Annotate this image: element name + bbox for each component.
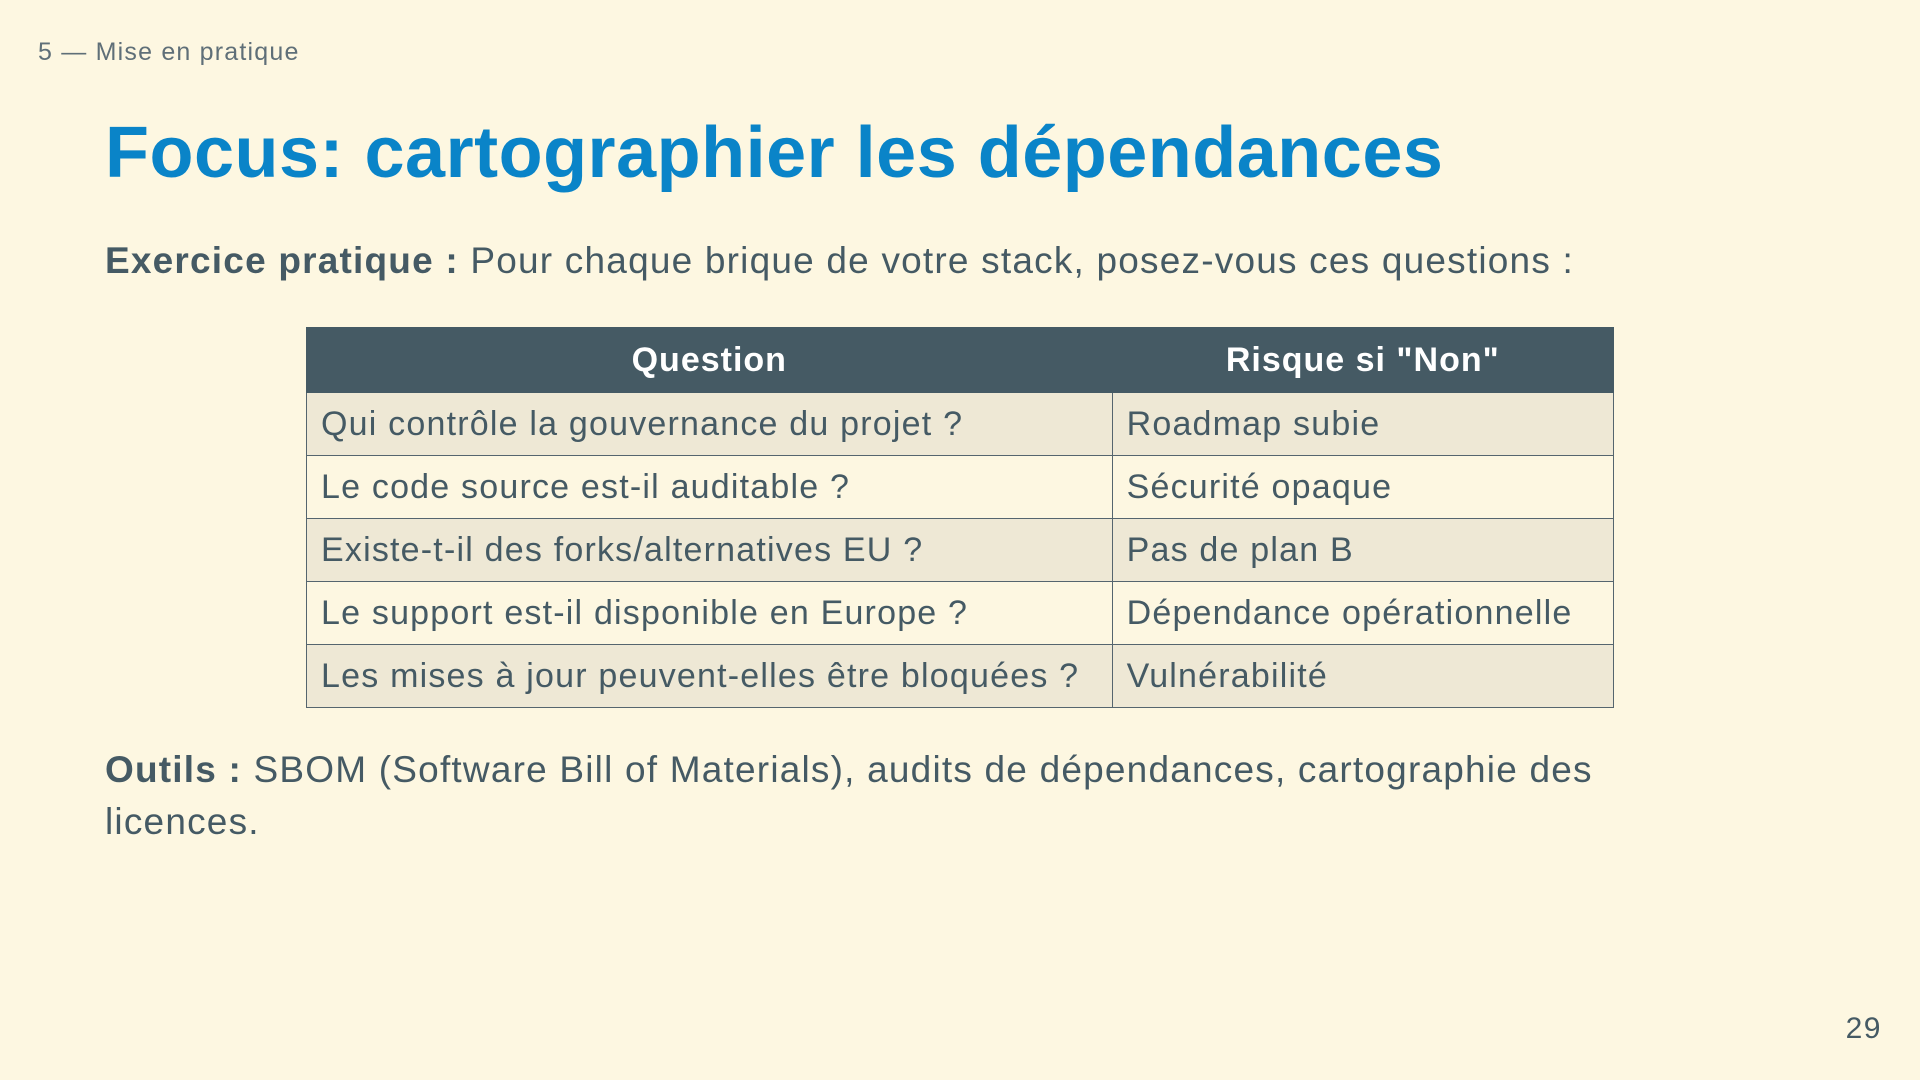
table-row bbox=[307, 645, 1614, 708]
dependency-table-container bbox=[306, 327, 1614, 708]
risk-cell: Sécurité opaque bbox=[1112, 456, 1613, 519]
column-header-question: Question bbox=[307, 328, 1113, 393]
risk-cell: Roadmap subie bbox=[1112, 393, 1613, 456]
intro-paragraph bbox=[105, 240, 1574, 282]
question-cell: Le code source est-il auditable ? bbox=[307, 456, 1113, 519]
column-header-risk: Risque si "Non" bbox=[1112, 328, 1613, 393]
risk-cell: Dépendance opérationnelle bbox=[1112, 582, 1613, 645]
risk-cell: Vulnérabilité bbox=[1112, 645, 1613, 708]
tools-label: Outils : bbox=[105, 749, 243, 790]
question-cell: Existe-t-il des forks/alternatives EU ? bbox=[307, 519, 1113, 582]
section-header: 5 — Mise en pratique bbox=[38, 38, 300, 66]
question-cell: Les mises à jour peuvent-elles être bloquées ? bbox=[307, 645, 1113, 708]
slide-title: Focus: cartographier les dépendances bbox=[105, 113, 1444, 193]
table-row bbox=[307, 393, 1614, 456]
question-cell: Qui contrôle la gouvernance du projet ? bbox=[307, 393, 1113, 456]
table-row bbox=[307, 582, 1614, 645]
page-number: 29 bbox=[1845, 1012, 1882, 1045]
table-row bbox=[307, 456, 1614, 519]
intro-label: Exercice pratique : bbox=[105, 240, 459, 281]
question-cell: Le support est-il disponible en Europe ? bbox=[307, 582, 1113, 645]
risk-cell: Pas de plan B bbox=[1112, 519, 1613, 582]
tools-paragraph bbox=[105, 744, 1745, 848]
table-row bbox=[307, 519, 1614, 582]
intro-text: Pour chaque brique de votre stack, posez-vous ces questions : bbox=[470, 240, 1574, 281]
dependency-table bbox=[306, 327, 1614, 708]
table-header-row bbox=[307, 328, 1614, 393]
tools-text: SBOM (Software Bill of Materials), audits de dépendances, cartographie des licences. bbox=[105, 749, 1593, 842]
